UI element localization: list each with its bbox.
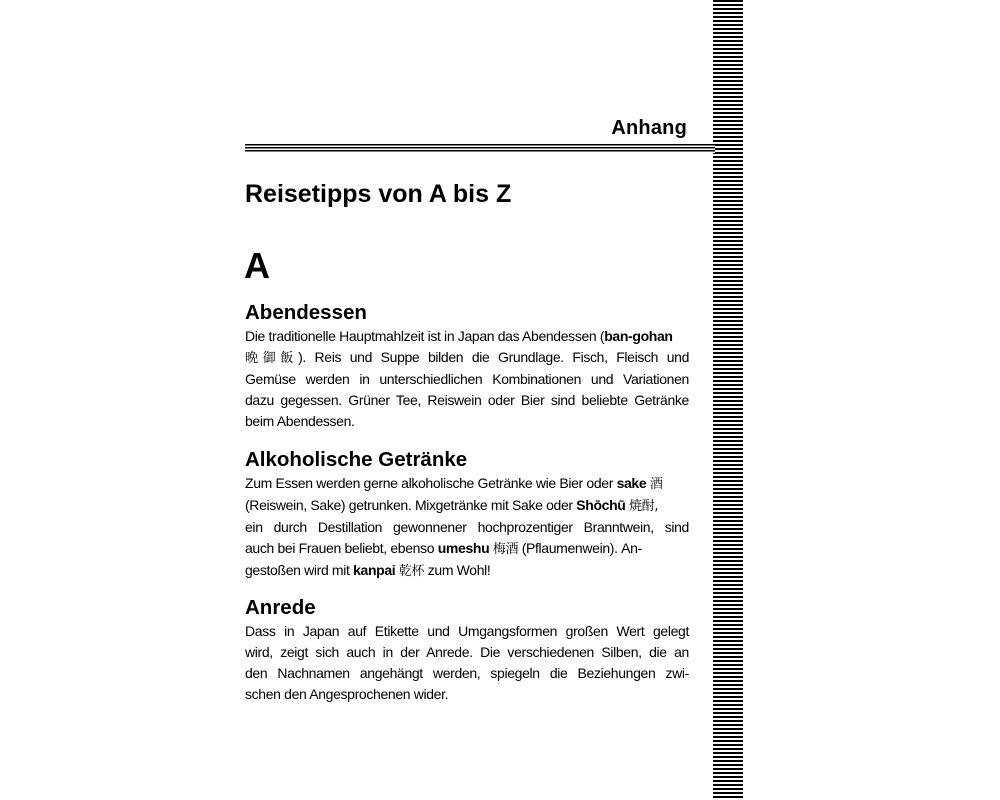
- keyword-kanji: 焼酎,: [629, 499, 659, 514]
- keyword-romaji: sake: [616, 475, 647, 491]
- body-line: [245, 326, 689, 347]
- entry-anrede: [245, 595, 689, 705]
- body-line: Dass in Japan auf Etikette und Umgangsformen großen Wert gelegt: [245, 623, 689, 639]
- body-line: Gemüse werden in unterschiedlichen Kombinationen und Variationen: [245, 371, 689, 387]
- entry-heading: Abendessen: [245, 301, 367, 324]
- body-line: ein durch Destillation gewonnener hochprozentiger Branntwein, sind: [245, 519, 689, 535]
- keyword-romaji: Shōchū: [576, 497, 626, 513]
- text-run: Die traditionelle Hauptmahlzeit ist in Japan das Abendessen (: [245, 328, 605, 344]
- running-section-header: Anhang: [611, 117, 687, 139]
- text-run: (Reiswein, Sake) getrunken. Mixgetränke mit Sake oder: [245, 497, 577, 513]
- body-line: [245, 347, 689, 369]
- body-line: wird, zeigt sich auch in der Anrede. Die verschiedenen Silben, die an: [245, 644, 689, 660]
- body-line: schen den Angesprochenen wider.: [245, 686, 449, 702]
- text-run: ). Reis und Suppe bilden die Grundlage. Fisch, Fleisch und: [298, 349, 690, 365]
- keyword-kanji: 晩御飯: [245, 351, 299, 366]
- entry-body: [245, 473, 689, 582]
- keyword-kanji: 梅酒: [492, 542, 519, 557]
- text-run: (Pflaumenwein). An-: [518, 540, 642, 556]
- body-line: [245, 538, 689, 560]
- keyword-romaji: ban-gohan: [604, 328, 673, 344]
- entry-alkoholische-getraenke: [245, 447, 689, 582]
- keyword-romaji: umeshu: [437, 540, 490, 556]
- entry-heading: Alkoholische Getränke: [245, 448, 468, 471]
- thumb-index-tab: [713, 0, 743, 800]
- text-run: gestoßen wird mit: [245, 562, 354, 578]
- body-line: [245, 473, 689, 495]
- text-run: auch bei Frauen beliebt, ebenso: [245, 540, 438, 556]
- alphabet-letter: A: [244, 245, 270, 286]
- entry-abendessen: [245, 300, 689, 432]
- header-rule: [245, 144, 715, 153]
- text-run: zum Wohl!: [424, 562, 491, 578]
- keyword-romaji: kanpai: [353, 562, 396, 578]
- keyword-kanji: 酒: [649, 477, 663, 492]
- body-line: dazu gegessen. Grüner Tee, Reiswein oder Bier sind beliebte Getränke: [245, 392, 689, 408]
- entry-body: [245, 621, 689, 705]
- keyword-kanji: 乾杯: [398, 564, 425, 579]
- entry-body: [245, 326, 689, 432]
- page-title: Reisetipps von A bis Z: [245, 180, 512, 208]
- body-line: [245, 495, 689, 517]
- body-line: [245, 560, 689, 582]
- body-line: beim Abendessen.: [245, 413, 355, 429]
- entry-heading: Anrede: [245, 596, 316, 619]
- text-run: Zum Essen werden gerne alkoholische Getränke wie Bier oder: [245, 475, 617, 491]
- body-line: den Nachnamen angehängt werden, spiegeln die Beziehungen zwi-: [245, 665, 689, 681]
